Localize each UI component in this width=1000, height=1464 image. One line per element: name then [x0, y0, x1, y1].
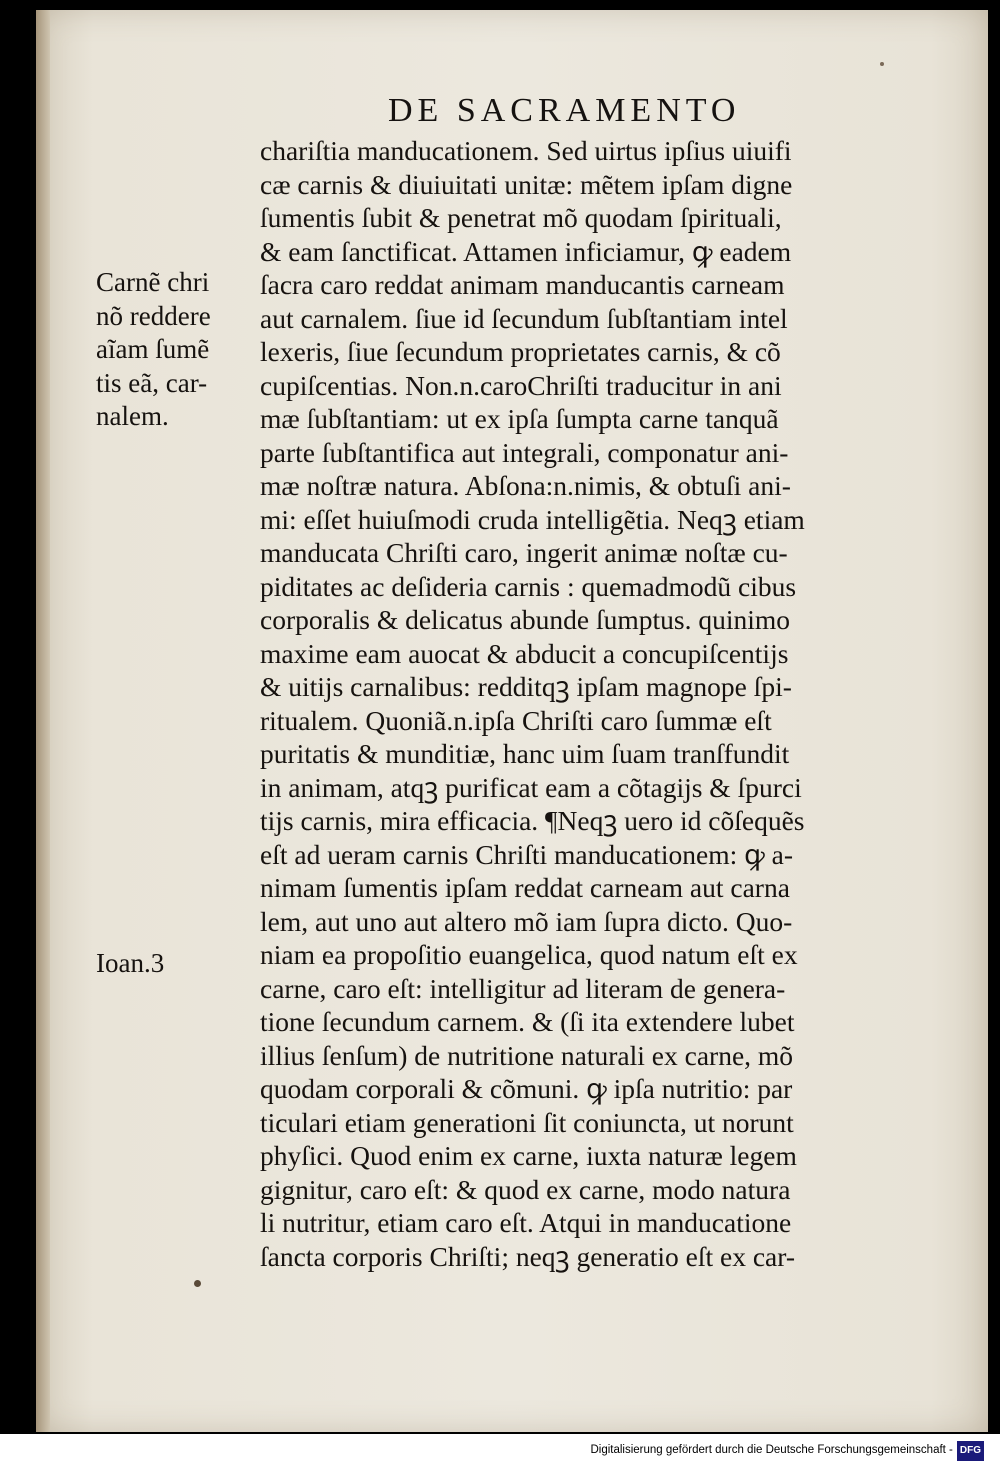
marginal-note-line: Carnẽ chri	[96, 267, 210, 297]
text-line: parte ſubſtantifica aut integrali, componatur ani-	[260, 436, 789, 468]
marginal-reference: Ioan.3	[96, 948, 165, 978]
text-line: cæ carnis & diuiuitati unitæ: mẽtem ipſam digne	[260, 168, 793, 200]
text-line: mæ noſtræ natura. Abſona:n.nimis, & obtuſi ani-	[260, 470, 791, 501]
text-line: & uitijs carnalibus: redditqꝫ ipſam magnope ſpi-	[260, 671, 792, 702]
body-text	[260, 134, 950, 1273]
text-line: eſt ad ueram carnis Chriſti manducationem: ꝙ a-	[260, 838, 794, 870]
text-line: nimam ſumentis ipſam reddat carneam aut carna	[260, 872, 790, 903]
marginal-note-line: nalem.	[96, 401, 169, 431]
marginal-note-line: aĩam ſumẽ	[96, 334, 210, 364]
ink-spot	[194, 1280, 201, 1287]
text-line: mi: eſſet huiuſmodi cruda intelligẽtia. Neqꝫ etiam	[260, 503, 805, 535]
text-line: & eam ſanctificat. Attamen inficiamur, ꝙ eadem	[260, 235, 792, 267]
text-line: in animam, atqꝫ purificat eam a cõtagijs & ſpurci	[260, 771, 802, 803]
text-line: ritualem. Quoniã.n.ipſa Chriſti caro ſummæ eſt	[260, 704, 772, 736]
text-line: ſumentis ſubit & penetrat mõ quodam ſpirituali,	[260, 202, 782, 233]
text-line: niam ea propoſitio euangelica, quod natum eſt ex	[260, 939, 798, 970]
marginal-note	[96, 266, 256, 434]
marginal-note-line: tis eã, car-	[96, 367, 208, 398]
text-line: chariſtia manducationem. Sed uirtus ipſius uiuifi	[260, 135, 792, 166]
text-line: tijs carnis, mira efficacia. ¶Neqꝫ uero id cõſequẽs	[260, 805, 805, 836]
text-line: aut carnalem. ſiue id ſecundum ſubſtantiam intel	[260, 302, 788, 334]
credit-text: Digitalisierung gefördert durch die Deutsche Forschungsgemeinschaft -	[590, 1444, 953, 1456]
text-line: piditates ac deſideria carnis : quemadmodũ cibus	[260, 570, 797, 602]
text-line: puritatis & munditiæ, hanc uim ſuam tranſfundit	[260, 738, 790, 769]
marginal-note-line: nõ reddere	[96, 300, 211, 331]
text-line: ſancta corporis Chriſti; neqꝫ generatio eſt ex car-	[260, 1240, 796, 1272]
dfg-logo: DFG	[957, 1441, 984, 1461]
text-line: lem, aut uno aut altero mõ iam ſupra dicto. Quo-	[260, 905, 793, 937]
digitization-credit	[584, 1440, 990, 1460]
text-line: illius ſenſum) de nutritione naturali ex carne, mõ	[260, 1039, 794, 1071]
text-line: quodam corporali & cõmuni. ꝙ ipſa nutritio: par	[260, 1073, 793, 1104]
text-line: carne, caro eſt: intelligitur ad literam de genera-	[260, 972, 786, 1004]
page-gutter	[36, 10, 50, 1432]
text-line: cupiſcentias. Non.n.caroChriſti traducitur in ani	[260, 369, 782, 401]
text-line: maxime eam auocat & abducit a concupiſcentijs	[260, 637, 789, 669]
running-head: DE SACRAMENTO	[388, 92, 741, 129]
text-line: li nutritur, etiam caro eſt. Atqui in manducatione	[260, 1207, 792, 1238]
text-line: mæ ſubſtantiam: ut ex ipſa ſumpta carne tanquã	[260, 403, 779, 434]
text-line: ticulari etiam generationi ſit coniuncta, ut norunt	[260, 1106, 794, 1138]
text-line: phyſici. Quod enim ex carne, iuxta naturæ legem	[260, 1140, 797, 1171]
ink-spot	[880, 62, 884, 66]
text-line: manducata Chriſti caro, ingerit animæ noſtæ cu-	[260, 537, 788, 568]
text-line: gignitur, caro eſt: & quod ex carne, modo natura	[260, 1173, 791, 1205]
text-line: tione ſecundum carnem. & (ſi ita extendere lubet	[260, 1006, 795, 1037]
text-line: ſacra caro reddat animam manducantis carneam	[260, 269, 785, 300]
text-line: corporalis & delicatus abunde ſumptus. quinimo	[260, 604, 791, 635]
text-line: lexeris, ſiue ſecundum proprietates carnis, & cõ	[260, 336, 781, 367]
